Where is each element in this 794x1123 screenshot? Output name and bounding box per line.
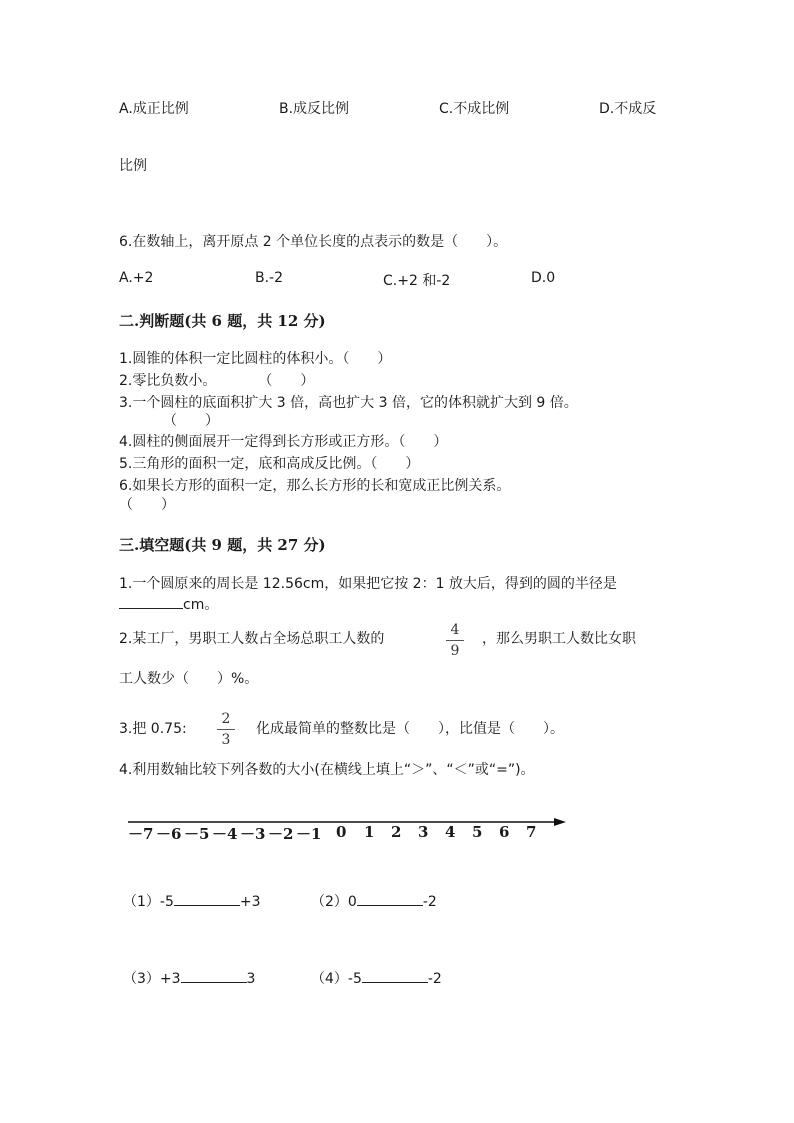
q6-option-a: A.+2 xyxy=(119,270,154,286)
compare-right: +3 xyxy=(239,894,261,910)
unit-text: cm。 xyxy=(183,597,219,613)
fill-q3-part1: 3.把 0.75: xyxy=(119,721,187,737)
judge-item-6: 6.如果长方形的面积一定，那么长方形的长和宽成正比例关系。 xyxy=(119,478,511,494)
answer-blank xyxy=(362,968,428,983)
compare-left: （4）-5 xyxy=(311,971,362,987)
section-3-title: 三.填空题(共 9 题，共 27 分) xyxy=(119,536,326,554)
number-line-label: 1 xyxy=(364,823,375,841)
section-2-title: 二.判断题(共 6 题，共 12 分) xyxy=(119,312,326,330)
fraction-denominator: 3 xyxy=(221,732,231,748)
compare-4 xyxy=(311,968,442,988)
number-line-label: 5 xyxy=(472,823,483,841)
q6-option-b: B.-2 xyxy=(255,270,284,286)
judge-item-6-blank: （ ） xyxy=(119,497,175,513)
judge-item-1: 1.圆锥的体积一定比圆柱的体积小。（ ） xyxy=(119,351,392,367)
number-line-label: 6 xyxy=(499,823,510,841)
option-c: C.不成比例 xyxy=(439,101,510,117)
compare-left: （1）-5 xyxy=(123,894,174,910)
fill-q1-line2 xyxy=(119,594,218,614)
number-line-label: －4 xyxy=(212,825,238,843)
number-line-label: －5 xyxy=(184,825,210,843)
option-d: D.不成反 xyxy=(599,101,657,117)
answer-blank xyxy=(174,891,240,906)
fraction-2-3 xyxy=(214,711,238,748)
option-d-continued: 比例 xyxy=(119,158,147,174)
number-line-label: 7 xyxy=(526,823,537,841)
fill-q2-part2: ，那么男职工人数比女职 xyxy=(482,631,636,647)
compare-2 xyxy=(311,891,437,911)
option-b: B.成反比例 xyxy=(279,101,350,117)
number-line-label: －3 xyxy=(240,825,266,843)
fraction-4-9 xyxy=(443,622,467,659)
q6-option-c: C.+2 和-2 xyxy=(383,273,451,289)
fill-q3-part2: 化成最简单的整数比是（ ），比值是（ ）。 xyxy=(256,721,564,737)
question-6-stem: 6.在数轴上，离开原点 2 个单位长度的点表示的数是（ ）。 xyxy=(119,234,508,250)
number-line-label: －1 xyxy=(296,825,322,843)
number-line-label: 2 xyxy=(391,823,402,841)
number-line-arrow xyxy=(554,818,566,826)
judge-item-3: 3.一个圆柱的底面积扩大 3 倍，高也扩大 3 倍，它的体积就扩大到 9 倍。 xyxy=(119,395,578,411)
number-line-label: 4 xyxy=(445,823,456,841)
fraction-bar xyxy=(217,729,235,730)
compare-1 xyxy=(123,891,261,911)
fill-q4-stem: 4.利用数轴比较下列各数的大小(在横线上填上“＞”、“＜”或“=”)。 xyxy=(119,762,535,778)
compare-right: -2 xyxy=(422,894,437,910)
compare-left: （3）+3 xyxy=(123,971,181,987)
q6-option-d: D.0 xyxy=(531,270,556,286)
number-line-label: －2 xyxy=(268,825,294,843)
option-a: A.成正比例 xyxy=(119,101,189,117)
fraction-numerator: 2 xyxy=(221,711,231,727)
number-line-label: －6 xyxy=(156,825,182,843)
fill-q1-line1: 1.一个圆原来的周长是 12.56cm，如果把它按 2：1 放大后，得到的圆的半径是 xyxy=(119,576,617,592)
compare-right: 3 xyxy=(246,971,256,987)
fill-q2-part1: 2.某工厂，男职工人数占全场总职工人数的 xyxy=(119,631,385,647)
number-line-label: 0 xyxy=(336,823,347,841)
judge-item-5: 5.三角形的面积一定，底和高成反比例。（ ） xyxy=(119,456,420,472)
fill-q2-line2: 工人数少（ ）%。 xyxy=(119,671,259,687)
judge-item-4: 4.圆柱的侧面展开一定得到长方形或正方形。（ ） xyxy=(119,434,448,450)
answer-blank xyxy=(357,891,423,906)
compare-left: （2）0 xyxy=(311,894,357,910)
judge-item-3-blank: （ ） xyxy=(163,413,219,429)
answer-blank xyxy=(181,968,247,983)
number-line-label: －7 xyxy=(128,825,154,843)
fraction-numerator: 4 xyxy=(450,622,460,638)
number-line-label: 3 xyxy=(418,823,429,841)
judge-item-2: 2.零比负数小。 （ ） xyxy=(119,373,315,389)
answer-blank xyxy=(119,594,183,609)
fraction-denominator: 9 xyxy=(450,643,460,659)
compare-right: -2 xyxy=(427,971,442,987)
fraction-bar xyxy=(446,640,464,641)
compare-3 xyxy=(123,968,255,988)
